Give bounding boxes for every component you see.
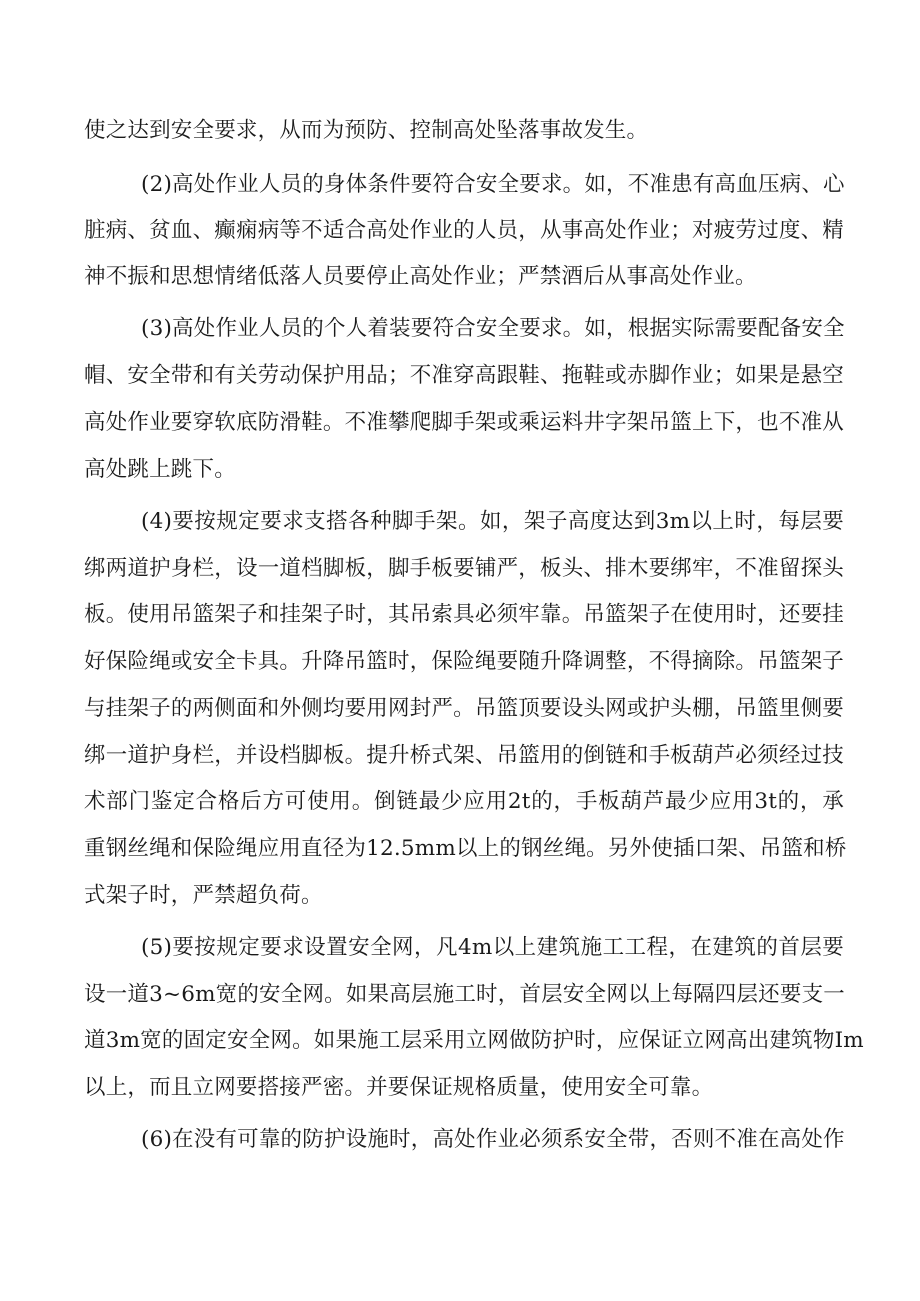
text-line-4: 神不振和思想情绪低落人员要停止高处作业；严禁酒后从事高处作业。	[84, 264, 757, 289]
text-line-6: 帽、安全带和有关劳动保护用品；不准穿高跟鞋、拖鞋或赤脚作业；如果是悬空	[84, 363, 844, 388]
text-line-22: (6)在没有可靠的防护设施时，高处作业必须系安全带，否则不准在高处作	[141, 1127, 845, 1152]
text-line-3: 脏病、贫血、癫痫病等不适合高处作业的人员，从事高处作业；对疲劳过度、精	[84, 218, 844, 243]
text-line-2: (2)高处作业人员的身体条件要符合安全要求。如，不准患有高血压病、心	[141, 172, 845, 197]
text-line-20: 道3m宽的固定安全网。如果施工层采用立网做防护时，应保证立网高出建筑物Im	[84, 1028, 864, 1053]
text-line-18: (5)要按规定要求设置安全网，凡4m以上建筑施工工程，在建筑的首层要	[141, 935, 844, 960]
text-line-9: (4)要按规定要求支搭各种脚手架。如，架子高度达到3m以上时，每层要	[141, 509, 844, 534]
text-line-14: 绑一道护身栏，并设档脚板。提升桥式架、吊篮用的倒链和手板葫芦必须经过技	[84, 743, 844, 768]
text-line-12: 好保险绳或安全卡具。升降吊篮时，保险绳要随升降调整，不得摘除。吊篮架子	[84, 649, 844, 674]
text-line-17: 式架子时，严禁超负荷。	[84, 883, 323, 908]
text-line-15: 术部门鉴定合格后方可使用。倒链最少应用2t的，手板葫芦最少应用3t的，承	[84, 789, 844, 814]
text-line-19: 设一道3~6m宽的安全网。如果高层施工时，首层安全网以上每隔四层还要支一	[84, 982, 845, 1007]
text-line-16: 重钢丝绳和保险绳应用直径为12.5mm以上的钢丝绳。另外使插口架、吊篮和桥	[84, 836, 847, 861]
text-line-8: 高处跳上跳下。	[84, 457, 236, 482]
text-line-5: (3)高处作业人员的个人着装要符合安全要求。如，根据实际需要配备安全	[141, 316, 845, 341]
text-line-1: 使之达到安全要求，从而为预防、控制高处坠落事故发生。	[84, 118, 649, 143]
text-line-10: 绑两道护身栏，设一道档脚板，脚手板要铺严，板头、排木要绑牢，不准留探头	[84, 556, 844, 581]
text-line-11: 板。使用吊篮架子和挂架子时，其吊索具必须牢靠。吊篮架子在使用时，还要挂	[84, 602, 844, 627]
text-line-7: 高处作业要穿软底防滑鞋。不准攀爬脚手架或乘运料井字架吊篮上下，也不准从	[84, 410, 844, 435]
text-line-21: 以上，而且立网要搭接严密。并要保证规格质量，使用安全可靠。	[84, 1075, 714, 1100]
text-line-13: 与挂架子的两侧面和外侧均要用网封严。吊篮顶要设头网或护头棚，吊篮里侧要	[84, 696, 844, 721]
